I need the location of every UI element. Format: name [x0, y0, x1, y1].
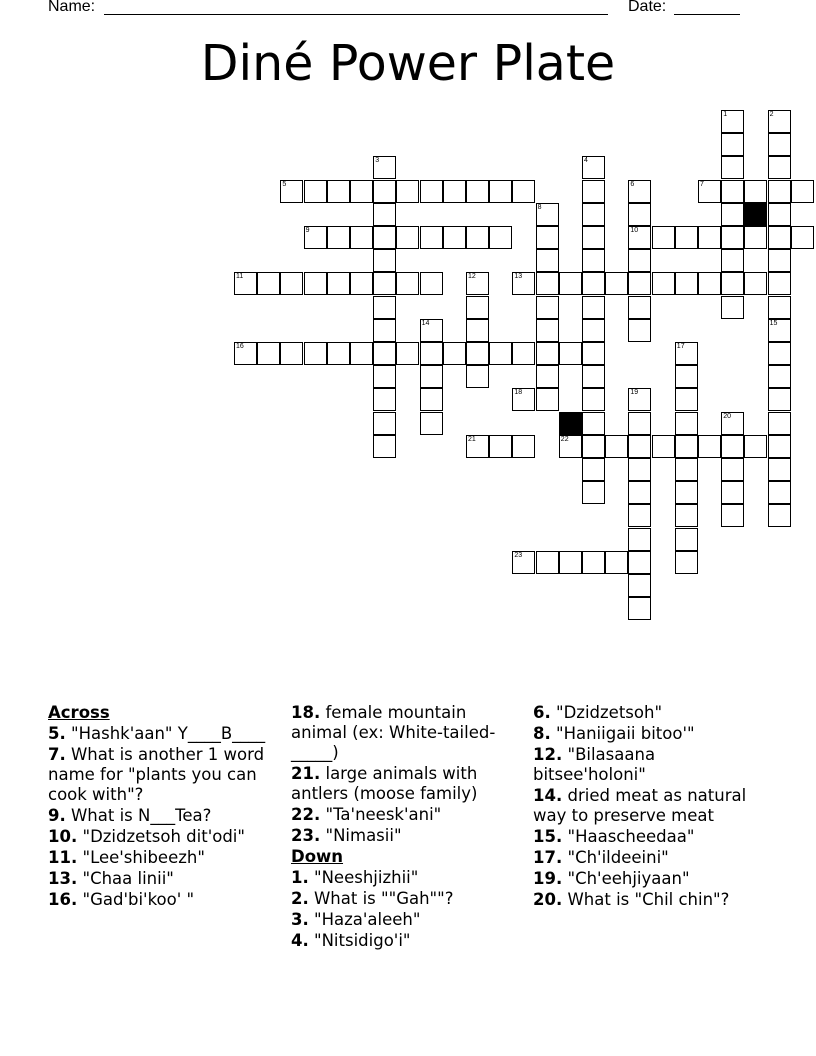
grid-cell[interactable] [350, 342, 373, 365]
grid-cell[interactable] [420, 365, 443, 388]
grid-cell[interactable] [675, 435, 698, 458]
grid-cell[interactable] [698, 180, 721, 203]
grid-cell[interactable] [652, 226, 675, 249]
clue-item [291, 805, 526, 825]
clue-number: 16 [236, 343, 244, 350]
grid-cell[interactable] [675, 342, 698, 365]
clue-number-label: 17. [533, 848, 563, 867]
clue-text: What is ""Gah""? [308, 889, 454, 908]
grid-cell[interactable] [373, 249, 396, 272]
clue-number: 15 [769, 319, 778, 327]
clue-number: 17 [676, 343, 685, 350]
grid-cell[interactable] [605, 272, 628, 295]
clue-number-label: 18. [291, 703, 321, 722]
grid-cell[interactable] [327, 226, 350, 249]
clue-item [533, 827, 768, 847]
grid-cell[interactable] [373, 156, 396, 179]
grid-cell[interactable] [536, 342, 559, 365]
grid-cell[interactable] [744, 226, 767, 249]
grid-cell[interactable] [582, 180, 605, 203]
grid-cell[interactable] [373, 272, 396, 295]
clue-number: 19 [630, 389, 639, 397]
grid-cell[interactable] [536, 249, 559, 272]
clue-item [291, 868, 526, 888]
grid-cell[interactable] [420, 342, 443, 365]
grid-cell[interactable] [768, 435, 791, 458]
grid-cell[interactable] [582, 156, 605, 179]
grid-cell[interactable] [536, 272, 559, 295]
clue-number-label: 7. [48, 745, 66, 764]
grid-cell[interactable] [396, 272, 419, 295]
grid-cell[interactable] [582, 481, 605, 504]
grid-cell[interactable] [628, 481, 651, 504]
grid-cell[interactable] [698, 435, 721, 458]
grid-cell[interactable] [582, 388, 605, 411]
clue-number: 21 [468, 435, 476, 443]
clue-text: "Haza'aleeh" [308, 910, 421, 929]
clue-text: "Ch'eehjiyaan" [562, 869, 690, 888]
grid-cell[interactable] [628, 319, 651, 342]
grid-cell[interactable] [652, 272, 675, 295]
clue-number: 6 [630, 180, 635, 188]
clues-column-3 [533, 703, 768, 911]
clue-number: 22 [560, 435, 569, 443]
grid-cell[interactable] [628, 551, 651, 574]
grid-cell[interactable] [304, 180, 327, 203]
grid-cell[interactable] [582, 203, 605, 226]
grid-cell[interactable] [628, 296, 651, 319]
clue-item [48, 827, 283, 847]
grid-cell[interactable] [721, 156, 744, 179]
grid-cell[interactable] [396, 342, 419, 365]
clue-text: female mountain animal (ex: White-tailed-_____) [291, 703, 496, 762]
grid-cell[interactable] [628, 528, 651, 551]
grid-cell[interactable] [582, 249, 605, 272]
clue-number: 9 [305, 227, 310, 234]
clue-text: "Bilasaana bitsee'holoni" [533, 745, 656, 784]
grid-cell[interactable] [466, 365, 489, 388]
grid-cell[interactable] [420, 180, 443, 203]
clue-number-label: 10. [48, 827, 78, 846]
grid-cell[interactable] [721, 481, 744, 504]
clue-number: 1 [723, 111, 728, 118]
clue-item [533, 703, 768, 723]
grid-cell[interactable] [652, 435, 675, 458]
grid-cell[interactable] [420, 412, 443, 435]
clue-text: "Nimasii" [320, 826, 402, 845]
grid-cell[interactable] [628, 435, 651, 458]
grid-cell[interactable] [582, 435, 605, 458]
grid-cell[interactable] [373, 365, 396, 388]
grid-cell[interactable] [721, 249, 744, 272]
grid-cell[interactable] [582, 319, 605, 342]
grid-cell[interactable] [466, 226, 489, 249]
grid-cell[interactable] [628, 458, 651, 481]
clue-item [291, 910, 526, 930]
clue-number-label: 9. [48, 806, 66, 825]
grid-cell[interactable] [582, 296, 605, 319]
grid-cell[interactable] [582, 458, 605, 481]
grid-cell[interactable] [373, 180, 396, 203]
grid-cell[interactable] [721, 272, 744, 295]
clue-number-label: 22. [291, 805, 321, 824]
clue-number-label: 5. [48, 724, 66, 743]
grid-cell[interactable] [721, 226, 744, 249]
grid-cell[interactable] [582, 226, 605, 249]
clue-text: What is "Chil chin"? [562, 890, 730, 909]
clue-number: 14 [421, 319, 430, 327]
clue-text: "Dzidzetsoh" [550, 703, 663, 722]
grid-cell[interactable] [489, 180, 512, 203]
clue-text: "Dzidzetsoh dit'odi" [77, 827, 245, 846]
grid-cell[interactable] [373, 296, 396, 319]
grid-cell[interactable] [489, 226, 512, 249]
clue-number-label: 3. [291, 910, 309, 929]
grid-cell[interactable] [489, 342, 512, 365]
clue-text: What is N___Tea? [65, 806, 212, 825]
grid-cell[interactable] [582, 342, 605, 365]
clue-number-label: 19. [533, 869, 563, 888]
clue-item [48, 806, 283, 826]
grid-cell[interactable] [304, 226, 327, 249]
grid-cell[interactable] [675, 388, 698, 411]
clues-column-1 [48, 703, 283, 911]
grid-cell[interactable] [768, 412, 791, 435]
grid-cell[interactable] [350, 272, 373, 295]
grid-cell[interactable] [536, 203, 559, 226]
grid-cell[interactable] [721, 412, 744, 435]
grid-cell[interactable] [512, 435, 535, 458]
grid-cell[interactable] [304, 342, 327, 365]
grid-cell[interactable] [466, 180, 489, 203]
grid-cell[interactable] [443, 226, 466, 249]
grid-cell[interactable] [628, 249, 651, 272]
clue-number: 12 [468, 273, 476, 281]
grid-cell[interactable] [582, 272, 605, 295]
grid-cell[interactable] [721, 435, 744, 458]
grid-cell[interactable] [768, 296, 791, 319]
clue-number-label: 6. [533, 703, 551, 722]
grid-cell[interactable] [536, 319, 559, 342]
clue-number: 11 [236, 273, 244, 281]
grid-cell[interactable] [466, 319, 489, 342]
black-cell [744, 203, 767, 226]
grid-cell[interactable] [466, 272, 489, 295]
clue-number-label: 20. [533, 890, 563, 909]
grid-cell[interactable] [768, 319, 791, 342]
grid-cell[interactable] [628, 388, 651, 411]
grid-cell[interactable] [744, 180, 767, 203]
clue-number-label: 8. [533, 724, 551, 743]
grid-cell[interactable] [466, 296, 489, 319]
clue-number-label: 1. [291, 868, 309, 887]
clue-number: 3 [375, 157, 380, 165]
grid-cell[interactable] [373, 435, 396, 458]
grid-cell[interactable] [628, 272, 651, 295]
clue-number-label: 21. [291, 764, 321, 783]
grid-cell[interactable] [768, 203, 791, 226]
grid-cell[interactable] [512, 272, 535, 295]
clue-number-label: 13. [48, 869, 78, 888]
clue-item [533, 890, 768, 910]
grid-cell[interactable] [536, 365, 559, 388]
grid-cell[interactable] [628, 226, 651, 249]
grid-cell[interactable] [489, 435, 512, 458]
grid-cell[interactable] [373, 342, 396, 365]
grid-cell[interactable] [721, 133, 744, 156]
clue-number: 4 [584, 157, 588, 165]
grid-cell[interactable] [373, 226, 396, 249]
grid-cell[interactable] [605, 551, 628, 574]
grid-cell[interactable] [675, 458, 698, 481]
grid-cell[interactable] [396, 226, 419, 249]
grid-cell[interactable] [512, 342, 535, 365]
clue-text: "Chaa linii" [77, 869, 174, 888]
grid-cell[interactable] [350, 180, 373, 203]
across-heading: Across [48, 703, 110, 722]
grid-cell[interactable] [628, 412, 651, 435]
grid-cell[interactable] [675, 551, 698, 574]
grid-cell[interactable] [280, 180, 303, 203]
clue-text: "Gad'bi'koo' " [77, 890, 195, 909]
clue-number: 8 [537, 203, 542, 211]
grid-cell[interactable] [768, 504, 791, 527]
clue-item [48, 869, 283, 889]
black-cell [559, 412, 582, 435]
clue-text: What is another 1 word name for "plants you can cook with"? [48, 745, 265, 804]
clue-number: 5 [282, 180, 287, 188]
grid-cell[interactable] [675, 226, 698, 249]
grid-cell[interactable] [373, 319, 396, 342]
clue-number-label: 16. [48, 890, 78, 909]
clues-column-2 [291, 703, 526, 952]
grid-cell[interactable] [768, 249, 791, 272]
grid-cell[interactable] [373, 203, 396, 226]
grid-cell[interactable] [628, 180, 651, 203]
grid-cell[interactable] [536, 551, 559, 574]
grid-cell[interactable] [420, 388, 443, 411]
clue-number: 20 [723, 412, 731, 420]
grid-cell[interactable] [327, 180, 350, 203]
grid-cell[interactable] [768, 481, 791, 504]
grid-cell[interactable] [675, 504, 698, 527]
grid-cell[interactable] [559, 272, 582, 295]
grid-cell[interactable] [768, 133, 791, 156]
grid-cell[interactable] [559, 435, 582, 458]
grid-cell[interactable] [721, 203, 744, 226]
grid-cell[interactable] [628, 504, 651, 527]
clue-item [291, 826, 526, 846]
grid-cell[interactable] [628, 203, 651, 226]
clue-number-label: 14. [533, 786, 563, 805]
clue-text: dried meat as natural way to preserve meat [533, 786, 747, 825]
grid-cell[interactable] [420, 272, 443, 295]
clue-item [533, 869, 768, 889]
grid-cell[interactable] [768, 458, 791, 481]
grid-cell[interactable] [420, 226, 443, 249]
grid-cell[interactable] [234, 272, 257, 295]
clue-number-label: 23. [291, 826, 321, 845]
grid-cell[interactable] [768, 365, 791, 388]
clue-text: "Lee'shibeezh" [77, 848, 205, 867]
grid-cell[interactable] [628, 574, 651, 597]
clue-number-label: 12. [533, 745, 563, 764]
clue-number: 23 [514, 551, 523, 559]
grid-cell[interactable] [744, 435, 767, 458]
grid-cell[interactable] [582, 551, 605, 574]
name-label: Name: [48, 0, 96, 15]
clue-item [48, 848, 283, 868]
grid-cell[interactable] [675, 412, 698, 435]
clue-item [533, 848, 768, 868]
grid-cell[interactable] [420, 319, 443, 342]
grid-cell[interactable] [280, 272, 303, 295]
clue-item [48, 890, 283, 910]
grid-cell[interactable] [675, 365, 698, 388]
clue-text: "Haniigaii bitoo'" [550, 724, 695, 743]
grid-cell[interactable] [675, 528, 698, 551]
grid-cell[interactable] [768, 272, 791, 295]
clue-number: 13 [514, 273, 523, 281]
clue-number-label: 11. [48, 848, 78, 867]
grid-cell[interactable] [698, 272, 721, 295]
grid-cell[interactable] [582, 412, 605, 435]
grid-cell[interactable] [768, 226, 791, 249]
clue-number-label: 4. [291, 931, 309, 950]
grid-cell[interactable] [257, 342, 280, 365]
grid-cell[interactable] [512, 551, 535, 574]
grid-cell[interactable] [280, 342, 303, 365]
clue-item [48, 724, 283, 744]
grid-cell[interactable] [466, 342, 489, 365]
clue-number: 2 [769, 111, 774, 118]
grid-cell[interactable] [721, 458, 744, 481]
grid-cell[interactable] [582, 365, 605, 388]
grid-cell[interactable] [373, 388, 396, 411]
grid-cell[interactable] [768, 342, 791, 365]
grid-cell[interactable] [675, 481, 698, 504]
date-label: Date: [628, 0, 667, 15]
page-title: Diné Power Plate [200, 35, 616, 92]
grid-cell[interactable] [768, 110, 791, 133]
clue-item [533, 724, 768, 744]
clue-text: "Haascheedaa" [562, 827, 695, 846]
grid-cell[interactable] [327, 272, 350, 295]
clue-item [291, 931, 526, 951]
clue-number-label: 15. [533, 827, 563, 846]
clue-text: "Hashk'aan" Y____B____ [65, 724, 266, 743]
grid-cell[interactable] [512, 180, 535, 203]
grid-cell[interactable] [327, 342, 350, 365]
grid-cell[interactable] [768, 180, 791, 203]
grid-cell[interactable] [466, 435, 489, 458]
grid-cell[interactable] [768, 388, 791, 411]
grid-cell[interactable] [605, 435, 628, 458]
grid-cell[interactable] [768, 156, 791, 179]
grid-cell[interactable] [536, 388, 559, 411]
clue-number: 10 [630, 227, 639, 234]
clue-item [291, 889, 526, 909]
clue-number-label: 2. [291, 889, 309, 908]
grid-cell[interactable] [443, 342, 466, 365]
grid-cell[interactable] [304, 272, 327, 295]
clue-number: 18 [514, 389, 523, 397]
clue-item [533, 745, 768, 785]
grid-cell[interactable] [721, 504, 744, 527]
grid-cell[interactable] [559, 551, 582, 574]
grid-cell[interactable] [443, 180, 466, 203]
clue-item [291, 764, 526, 804]
grid-cell[interactable] [698, 226, 721, 249]
clue-number: 7 [700, 180, 704, 188]
grid-cell[interactable] [350, 226, 373, 249]
clue-item [48, 745, 283, 805]
grid-cell[interactable] [791, 226, 814, 249]
clue-text: "Nitsidigo'i" [308, 931, 411, 950]
grid-cell[interactable] [721, 180, 744, 203]
clue-text: "Neeshjizhii" [308, 868, 419, 887]
clue-text: "Ch'ildeeini" [562, 848, 669, 867]
grid-cell[interactable] [234, 342, 257, 365]
grid-cell[interactable] [512, 388, 535, 411]
clue-item [291, 703, 526, 763]
grid-cell[interactable] [721, 296, 744, 319]
grid-cell[interactable] [373, 412, 396, 435]
grid-cell[interactable] [744, 272, 767, 295]
grid-cell[interactable] [536, 296, 559, 319]
grid-cell[interactable] [628, 597, 651, 620]
grid-cell[interactable] [257, 272, 280, 295]
grid-cell[interactable] [721, 110, 744, 133]
clue-text: "Ta'neesk'ani" [320, 805, 442, 824]
clue-text: large animals with antlers (moose family) [291, 764, 478, 803]
grid-cell[interactable] [396, 180, 419, 203]
down-heading: Down [291, 847, 344, 866]
grid-cell[interactable] [536, 226, 559, 249]
grid-cell[interactable] [791, 180, 814, 203]
clue-item [533, 786, 768, 826]
grid-cell[interactable] [675, 272, 698, 295]
grid-cell[interactable] [559, 342, 582, 365]
